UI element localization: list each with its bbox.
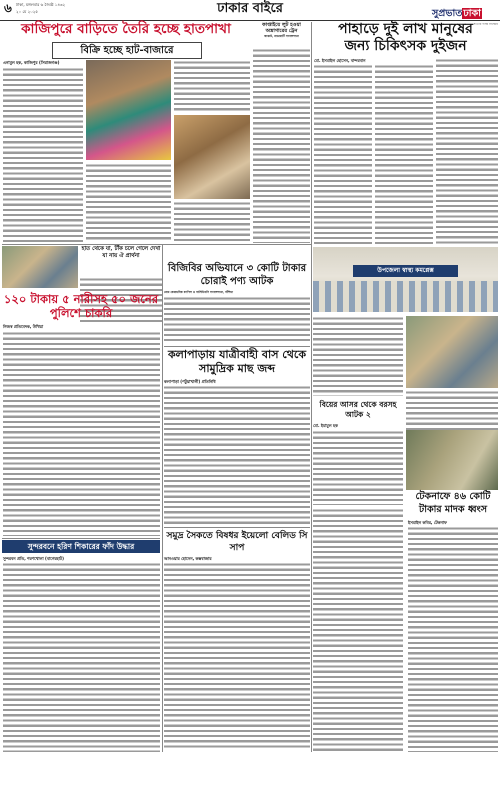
snake-headline: সমুদ্র সৈকতে বিষধর ইয়েলো বেলিড সি সাপ <box>166 531 308 553</box>
police-headline: ১২০ টাকায় ৫ নারীসহ ৫০ জনের পুলিশে চাকরি <box>3 292 159 320</box>
salt-photo <box>2 246 78 288</box>
doctors-headline-2: জন্য চিকিৎসক দুইজন <box>344 38 467 54</box>
fishing-headline: কলাপাড়ায় যাত্রীবাহী বাস থেকে সামুদ্রিক মাছ জব্দ <box>167 348 307 375</box>
doctors-body-col-2 <box>375 64 433 244</box>
kaptai-box <box>253 22 310 45</box>
doctors-body-col-1 <box>314 64 372 244</box>
fans-byline: এনামুল হক, কাজিপুর (সিরাজগঞ্জ) <box>3 60 60 65</box>
sundarbans-headline: সুন্দরবনে হরিণ শিকারের ফাঁদ উদ্ধার <box>27 542 135 551</box>
fans-photo-caption <box>174 201 250 242</box>
h-rule-1 <box>2 244 311 245</box>
col-rule-1 <box>162 244 163 752</box>
fans-body-col-1 <box>3 67 83 242</box>
fans-photo-2 <box>174 115 250 199</box>
doctors-byline: মো. ইসমাইল হোসেন, বান্দরবান <box>314 58 366 63</box>
right-mid-body-1 <box>313 316 403 396</box>
snake-body <box>164 562 310 750</box>
fans-photo <box>86 60 171 160</box>
wedding-photo <box>406 316 498 388</box>
kaptai-headline: কাপ্তাইয়ে লুট হওয়া অস্ত্রাগারের ট্রেন <box>262 22 301 34</box>
teknaf-byline: ইসমাইল কবির, টেকনাফ <box>408 520 447 525</box>
police-byline: নিজস্ব প্রতিবেদক, উখিয়া <box>3 324 44 329</box>
hospital-sign: উপজেলা স্বাস্থ্য কমপ্লেক্স <box>377 267 434 274</box>
snake-byline: আনওয়ার হোসেন, কক্সবাজার <box>164 556 212 561</box>
sundarbans-banner <box>2 540 160 553</box>
doctors-headline-1: পাহাড়ে দুই লাখ মানুষের <box>338 21 473 37</box>
wedding-byline: মো. ইমামুল হক <box>313 423 338 428</box>
date-line-2: ২০ মে ২০২৫ <box>16 9 38 14</box>
header <box>0 0 500 26</box>
h-rule-3 <box>164 527 310 528</box>
brand-tagline: সত্যের পক্ষে সবসময় <box>473 22 498 26</box>
fans-body-col-3 <box>174 60 250 112</box>
teknaf-body <box>408 526 498 752</box>
brand-name-2: ঢাকা <box>463 8 481 19</box>
col-rule-2 <box>311 22 312 752</box>
page-number: ৬ <box>4 1 12 15</box>
fans-body-col-2 <box>86 163 171 242</box>
h-rule-2 <box>164 346 310 347</box>
wedding-body <box>313 430 403 505</box>
smuggling-body <box>164 296 310 344</box>
h-rule-4 <box>2 538 160 539</box>
teknaf-photo <box>406 430 498 490</box>
wedding-headline: বিয়ের আসর থেকে বরসহ আটক ২ <box>319 400 397 419</box>
fans-subtitle: বিক্রি হচ্ছে হাট-বাজারে <box>80 45 174 56</box>
fishing-body <box>164 385 310 525</box>
police-body <box>3 331 160 536</box>
sundarbans-body <box>3 562 160 752</box>
smuggling-byline: রোম কেয়ামবিক কাপিল ও বাসিমিতনি সংবাদদাতা, বাঁশিয়া <box>164 290 233 294</box>
fishing-byline: কলাপাড়া (পটুয়াখালী) প্রতিনিধি <box>164 379 216 384</box>
fans-subtitle-box <box>52 42 202 59</box>
section-title: ঢাকার বাইরে <box>217 1 283 16</box>
teknaf-body-left <box>313 508 403 752</box>
brand-logo <box>432 1 498 26</box>
sundarbans-byline: সুন্দরবন প্রতি, শরণখোলা (বাগেরহাট) <box>3 556 64 561</box>
smuggling-headline: বিজিবির অভিযানে ৩ কোটি টাকার চোরাই পণ্য আটক <box>167 263 307 287</box>
fans-headline: কাজিপুরে বাড়িতে তৈরি হচ্ছে হাতপাখা <box>21 21 231 37</box>
date-line-1: ঢাকা, মঙ্গলবার ৬ জ্যৈষ্ঠ ১৪৩২ <box>16 2 66 7</box>
brand-name-1: সুপ্রভাত <box>432 8 463 19</box>
teknaf-headline-1: টেকনাফে ৪৬ কোটি <box>415 491 491 502</box>
kaptai-body <box>253 48 310 243</box>
doctors-body-col-3 <box>436 58 498 244</box>
kaptai-byline: কাপ্তাই, রাঙামাটি সংবাদদাতা <box>264 34 299 38</box>
hospital-photo <box>313 247 498 312</box>
teknaf-headline-2: টাকার মাদক ধ্বংস <box>419 504 487 515</box>
hospital-building <box>313 281 498 312</box>
hospital-sign-board <box>353 265 458 277</box>
salt-headline: হাত থেকে যা, টাঁক চলে গেলে দেখা যা নায় ঐ প্রার্থনা <box>81 246 161 259</box>
